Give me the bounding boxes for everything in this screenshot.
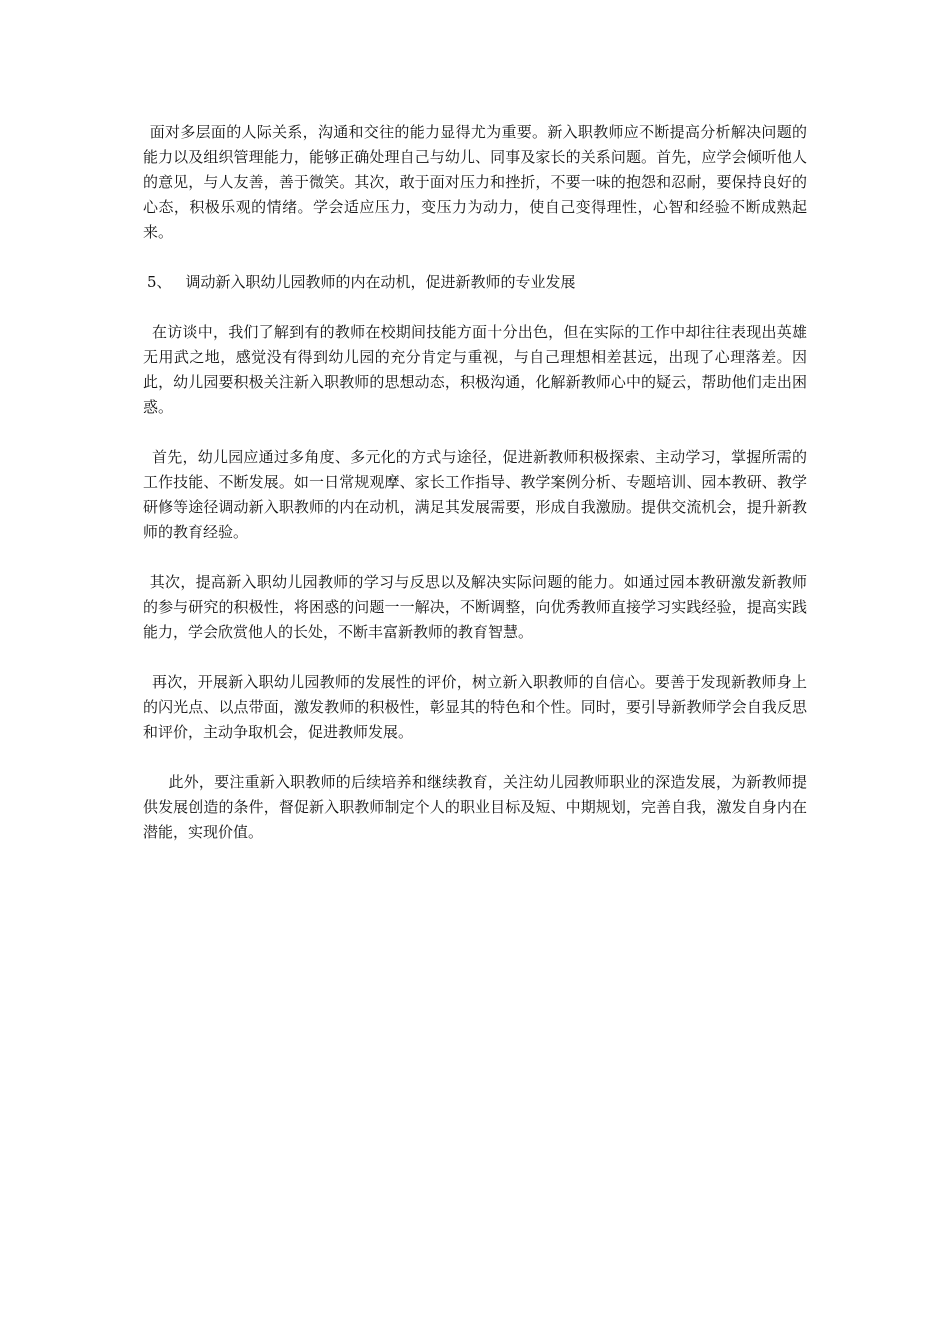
paragraph-third-measure: 再次，开展新入职幼儿园教师的发展性的评价，树立新入职教师的自信心。要善于发现新教师身上的闪光点、以点带面，激发教师的积极性，彰显其的特色和个性。同时，要引导新教师学会自我反思和评价，主动争取机会，促进教师发展。 xyxy=(143,673,807,741)
paragraph-interpersonal-skills: 面对多层面的人际关系，沟通和交往的能力显得尤为重要。新入职教师应不断提高分析解决问题的能力以及组织管理能力，能够正确处理自己与幼儿、同事及家长的关系问题。首先，应学会倾听他人的意见，与人友善，善于微笑。其次，敢于面对压力和挫折，不要一味的抱怨和忍耐，要保持良好的心态，积极乐观的情绪。学会适应压力，变压力为动力，使自己变得理性，心智和经验不断成熟起来。 xyxy=(143,123,807,241)
paragraph-second-measure: 其次，提高新入职幼儿园教师的学习与反思以及解决实际问题的能力。如通过园本教研激发新教师的参与研究的积极性，将困惑的问题一一解决，不断调整，向优秀教师直接学习实践经验，提高实践能力，学会欣赏他人的长处，不断丰富新教师的教育智慧。 xyxy=(143,573,807,641)
section-heading-5 xyxy=(143,270,807,295)
section-title: 调动新入职幼儿园教师的内在动机，促进新教师的专业发展 xyxy=(185,273,576,291)
paragraph-first-measure: 首先，幼儿园应通过多角度、多元化的方式与途径，促进新教师积极探索、主动学习，掌握所需的工作技能、不断发展。如一日常规观摩、家长工作指导、教学案例分析、专题培训、园本教研、教学研修等途径调动新入职教师的内在动机，满足其发展需要，形成自我激励。提供交流机会，提升新教师的教育经验。 xyxy=(143,448,807,541)
section-number: 5、 xyxy=(147,273,172,291)
document-body xyxy=(143,120,807,870)
paragraph-interview-findings: 在访谈中，我们了解到有的教师在校期间技能方面十分出色，但在实际的工作中却往往表现出英雄无用武之地，感觉没有得到幼儿园的充分肯定与重视，与自己理想相差甚远，出现了心理落差。因此，幼儿园要积极关注新入职教师的思想动态，积极沟通，化解新教师心中的疑云，帮助他们走出困惑。 xyxy=(143,323,807,416)
paragraph-further-measure: 此外，要注重新入职教师的后续培养和继续教育，关注幼儿园教师职业的深造发展，为新教师提供发展创造的条件，督促新入职教师制定个人的职业目标及短、中期规划，完善自我，激发自身内在潜能，实现价值。 xyxy=(143,773,807,841)
